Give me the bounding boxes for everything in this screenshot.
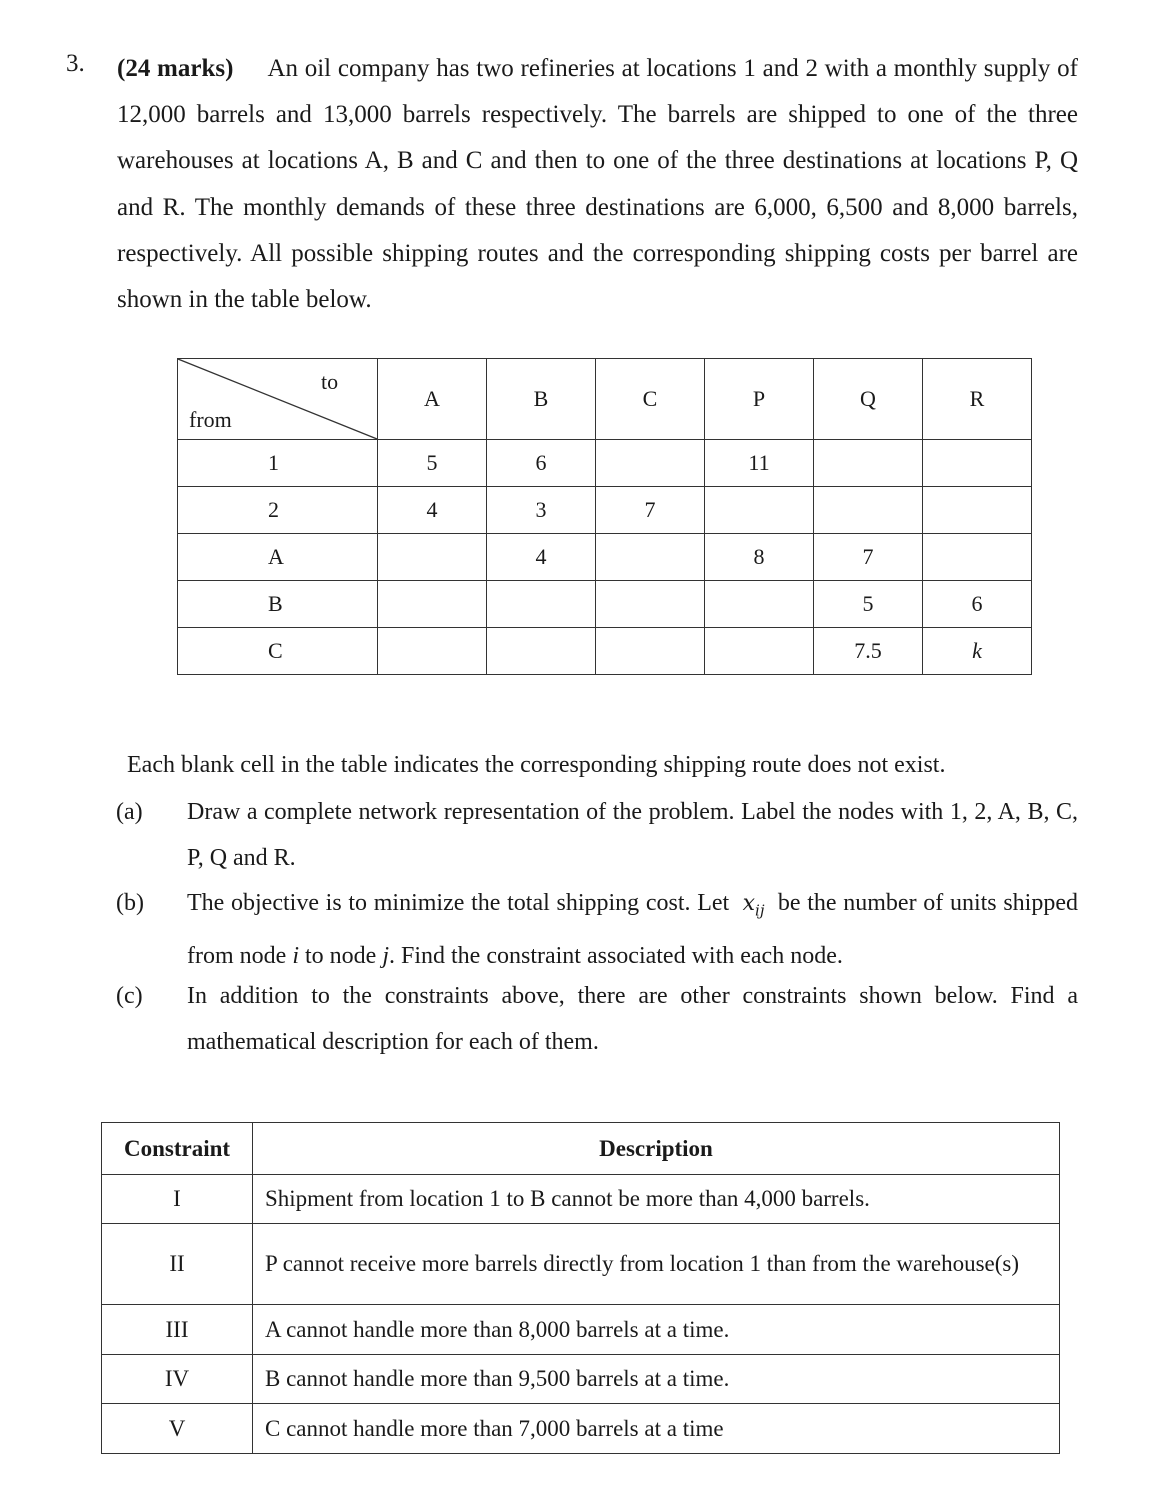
cost-cell [378,581,487,628]
constraint-row [102,1305,1060,1355]
cost-cell [596,534,705,581]
constraint-row [102,1175,1060,1224]
cost-cell: 5 [814,581,923,628]
part-b-text-3: to node [304,943,377,970]
cost-cell: 6 [923,581,1032,628]
cost-cell [705,487,814,534]
question-intro [117,46,1078,323]
cost-cell [487,581,596,628]
col-header: R [923,359,1032,440]
shipping-cost-table [177,358,1032,675]
constraint-id: IV [102,1355,253,1404]
part-b-text-1: The objective is to minimize the total shipping cost. Let [187,890,730,916]
cost-cell [487,628,596,675]
col-header: A [378,359,487,440]
constraint-desc: Shipment from location 1 to B cannot be more than 4,000 barrels. [253,1175,1060,1224]
constraint-id: V [102,1404,253,1454]
row-label: 1 [178,440,378,487]
cost-cell [705,628,814,675]
row-label: A [178,534,378,581]
part-text [187,880,1078,979]
corner-from-label: from [189,407,232,432]
question-number: 3. [66,50,85,77]
col-header: P [705,359,814,440]
constraint-desc: C cannot handle more than 7,000 barrels at a time [253,1404,1060,1454]
constraint-id: II [102,1224,253,1305]
cost-cell [596,581,705,628]
constraint-id: I [102,1175,253,1224]
cost-cell [923,440,1032,487]
cost-cell: 7 [814,534,923,581]
constraint-id: III [102,1305,253,1355]
cost-header-row [178,359,1032,440]
cost-cell [705,581,814,628]
cost-cell [596,440,705,487]
constraint-desc: A cannot handle more than 8,000 barrels at a time. [253,1305,1060,1355]
part-b-text-4: . Find the constraint associated with each node. [388,943,843,970]
part-text: In addition to the constraints above, there are other constraints shown below. Find a mathematical description for each of them. [187,983,1078,1055]
cost-row [178,628,1032,675]
part-text: Draw a complete network representation of the problem. Label the nodes with 1, 2, A, B, C, P, Q and R. [187,799,1078,871]
var-i: i [292,943,299,970]
cost-cell [596,628,705,675]
part-label: (c) [116,983,143,1009]
constraint-row [102,1404,1060,1454]
col-header: B [487,359,596,440]
part-b-text-2: be the number of units shipped from node [187,890,1079,970]
cost-cell [814,487,923,534]
corner-cell [178,359,378,440]
cost-row [178,440,1032,487]
cost-cell: 8 [705,534,814,581]
marks-label: (24 marks) [117,55,234,82]
description-header: Description [253,1123,1060,1175]
constraints-table [101,1122,1060,1454]
cost-cell: 6 [487,440,596,487]
variable-x-ij [742,891,765,920]
part-label: (a) [116,799,143,825]
col-header: Q [814,359,923,440]
row-label: C [178,628,378,675]
cost-cell: 11 [705,440,814,487]
constraint-row [102,1355,1060,1404]
var-subscript: ij [755,901,765,920]
cost-row [178,487,1032,534]
constraint-header: Constraint [102,1123,253,1175]
constraint-desc: P cannot receive more barrels directly from location 1 than from the warehouse(s) [253,1224,1060,1305]
corner-to-label: to [321,369,339,394]
constraint-row [102,1224,1060,1305]
cost-row [178,534,1032,581]
intro-text: An oil company has two refineries at locations 1 and 2 with a monthly supply of 12,000 barrels and 13,000 barrels respectively. The barrels are shipped to one of the three warehouses at locations A, B and C and then to one of the three destinations at locations P, Q and R. The monthly demands of these three destinations are 6,000, 6,500 and 8,000 barrels, respectively. All possible shipping routes and the corresponding shipping costs per barrel are shown in the table below. [117,55,1078,314]
cost-cell: 4 [378,487,487,534]
col-header: C [596,359,705,440]
cost-cell: 7 [596,487,705,534]
cost-cell: 5 [378,440,487,487]
cost-cell [378,534,487,581]
row-label: 2 [178,487,378,534]
cost-cell [378,628,487,675]
constraint-desc: B cannot handle more than 9,500 barrels at a time. [253,1355,1060,1404]
blank-cell-note: Each blank cell in the table indicates the corresponding shipping route does not exist. [127,752,946,778]
var-j: j [382,943,389,970]
cost-cell: 7.5 [814,628,923,675]
var-x: x [742,891,756,916]
cost-row [178,581,1032,628]
cost-cell: 4 [487,534,596,581]
constraints-header-row [102,1123,1060,1175]
cost-cell [923,487,1032,534]
cost-cell: k [923,628,1032,675]
cost-cell [814,440,923,487]
cost-cell: 3 [487,487,596,534]
part-label: (b) [116,890,144,916]
row-label: B [178,581,378,628]
cost-cell [923,534,1032,581]
